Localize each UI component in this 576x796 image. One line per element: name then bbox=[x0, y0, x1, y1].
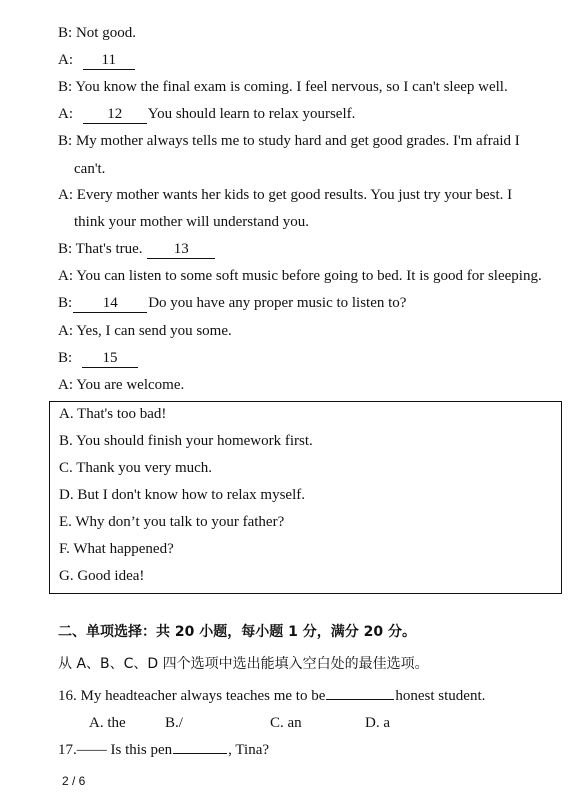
dialogue-line-10: A: Yes, I can send you some. bbox=[58, 323, 232, 339]
question-16-blank[interactable] bbox=[326, 699, 394, 700]
option-d: D. But I don't know how to relax myself. bbox=[59, 487, 306, 503]
question-16: 16. My headteacher always teaches me to be honest student. bbox=[58, 688, 486, 704]
dialogue-line-12: A: You are welcome. bbox=[58, 377, 185, 393]
dialogue-line-1: B: Not good. bbox=[58, 25, 136, 41]
dialogue-line-2: A: 11 bbox=[58, 50, 136, 70]
option-e: E. Why don’t you talk to your father? bbox=[59, 514, 285, 530]
answer-blank-15[interactable]: 15 bbox=[82, 350, 138, 368]
q16-choice-b[interactable]: B./ bbox=[165, 715, 183, 731]
answer-blank-13[interactable]: 13 bbox=[147, 241, 215, 259]
dialogue-line-7: B: That's true. 13 bbox=[58, 239, 216, 259]
option-a: A. That's too bad! bbox=[59, 406, 167, 422]
q16-choice-d[interactable]: D. a bbox=[365, 715, 390, 731]
option-c: C. Thank you very much. bbox=[59, 460, 213, 476]
page-number: 2 / 6 bbox=[62, 774, 86, 788]
q16-choice-c[interactable]: C. an bbox=[270, 715, 302, 731]
dialogue-line-6: A: Every mother wants her kids to get good results. You just try your best. I bbox=[58, 187, 513, 203]
dialogue-line-6-cont: think your mother will understand you. bbox=[74, 214, 309, 230]
dialogue-line-9: B: 14 Do you have any proper music to listen to? bbox=[58, 295, 407, 311]
dialogue-line-5-cont: can't. bbox=[74, 161, 106, 177]
dialogue-line-3: B: You know the final exam is coming. I feel nervous, so I can't sleep well. bbox=[58, 79, 508, 95]
dialogue-line-4: A: 12 You should learn to relax yourself. bbox=[58, 106, 356, 122]
options-box bbox=[49, 401, 562, 594]
dialogue-line-5: B: My mother always tells me to study hard and get good grades. I'm afraid I bbox=[58, 133, 520, 149]
option-g: G. Good idea! bbox=[59, 568, 145, 584]
dialogue-line-11: B: 15 bbox=[58, 348, 139, 368]
answer-blank-12[interactable]: 12 bbox=[83, 106, 147, 124]
dialogue-line-8: A: You can listen to some soft music before going to bed. It is good for sleeping. bbox=[58, 268, 542, 284]
option-f: F. What happened? bbox=[59, 541, 174, 557]
section-title: 二、单项选择：共 20 小题，每小题 1 分，满分 20 分。 bbox=[58, 624, 416, 640]
section-instruction: 从 A、B、C、D 四个选项中选出能填入空白处的最佳选项。 bbox=[58, 656, 429, 672]
answer-blank-14[interactable]: 14 bbox=[73, 295, 147, 313]
question-17-blank[interactable] bbox=[173, 753, 227, 754]
option-b: B. You should finish your homework first. bbox=[59, 433, 313, 449]
q16-choice-a[interactable]: A. the bbox=[89, 715, 126, 731]
question-17: 17.—— Is this pen , Tina? bbox=[58, 742, 270, 758]
answer-blank-11[interactable]: 11 bbox=[83, 52, 135, 70]
